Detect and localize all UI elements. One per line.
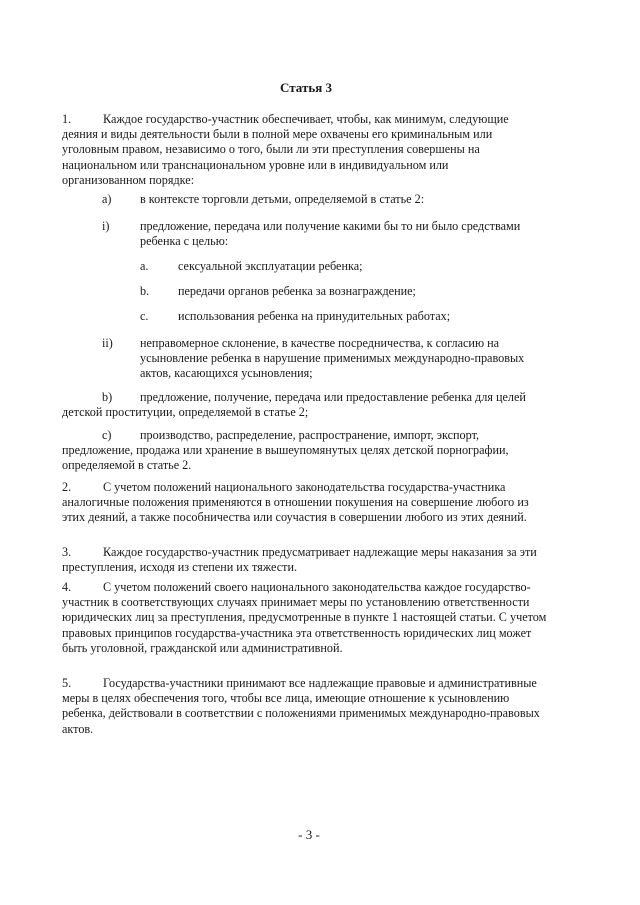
article-title: Статья 3 — [280, 80, 332, 95]
subitem-a-text: сексуальной эксплуатации ребенка; — [178, 259, 363, 273]
item-i-text: предложение, передача или получение какими бы то ни было средствами ребенка с целью: — [140, 219, 521, 249]
paragraph-2-text: С учетом положений национального законодательства государства-участника аналогичные положения применяются в отношении покушения на совершение любого из этих деяний, а также пособничества или соучастия в совершении любого из этих деяний. — [62, 480, 529, 525]
paragraph-2-number: 2. — [62, 480, 72, 494]
paragraph-1-number: 1. — [62, 112, 72, 126]
paragraph-1-text: Каждое государство-участник обеспечивает, чтобы, как минимум, следующие деяния и виды деятельности были в полной мере охвачены его криминальным или уголовным правом, независимо о того, были ли эти преступления совершены на национальном или транснациональном уровне или в индивидуальном или организованном порядке: — [62, 112, 509, 187]
subparagraph-a-marker: a) — [102, 192, 112, 206]
subparagraph-b-marker: b) — [102, 390, 113, 404]
subitem-b-marker: b. — [140, 284, 150, 298]
subparagraph-c-text: производство, распределение, распространение, импорт, экспорт, предложение, продажа или хранение в вышеупомянутых целях детской порнографии, определяемой в статье 2. — [62, 428, 509, 473]
item-ii-text: неправомерное склонение, в качестве посредничества, к согласию на усыновление ребенка в нарушение применимых международно-правовых актов, касающихся усыновления; — [140, 336, 525, 381]
paragraph-5-number: 5. — [62, 676, 72, 690]
paragraph-3-number: 3. — [62, 545, 72, 559]
subparagraph-c-marker: c) — [102, 428, 112, 442]
paragraph-4-text: С учетом положений своего национального законодательства каждое государство-участник в соответствующих случаях принимает меры по установлению ответственности юридических лиц за преступления, предусмотренные в пункте 1 настоящей статьи. С учетом правовых принципов государства-участника эта ответственность юридических лиц может быть уголовной, гражданской или административной. — [62, 580, 547, 655]
subitem-a-marker: a. — [140, 259, 149, 273]
paragraph-4-number: 4. — [62, 580, 72, 594]
page-number: - 3 - — [298, 827, 320, 842]
paragraph-3-text: Каждое государство-участник предусматривает надлежащие меры наказания за эти преступления, исходя из степени их тяжести. — [62, 545, 537, 575]
item-i-marker: i) — [102, 219, 110, 233]
paragraph-5-text: Государства-участники принимают все надлежащие правовые и административные меры в целях обеспечения того, чтобы все лица, имеющие отношение к усыновлению ребенка, действовали в соответствии с положениями применимых международно-правовых актов. — [62, 676, 540, 736]
subitem-c-marker: c. — [140, 309, 149, 323]
subparagraph-a-text: в контексте торговли детьми, определяемой в статье 2: — [140, 192, 425, 206]
item-ii-marker: ii) — [102, 336, 113, 350]
subitem-c-text: использования ребенка на принудительных работах; — [178, 309, 451, 323]
subitem-b-text: передачи органов ребенка за вознаграждение; — [178, 284, 416, 298]
subparagraph-b-text: предложение, получение, передача или предоставление ребенка для целей детской проституции, определяемой в статье 2; — [62, 390, 526, 420]
